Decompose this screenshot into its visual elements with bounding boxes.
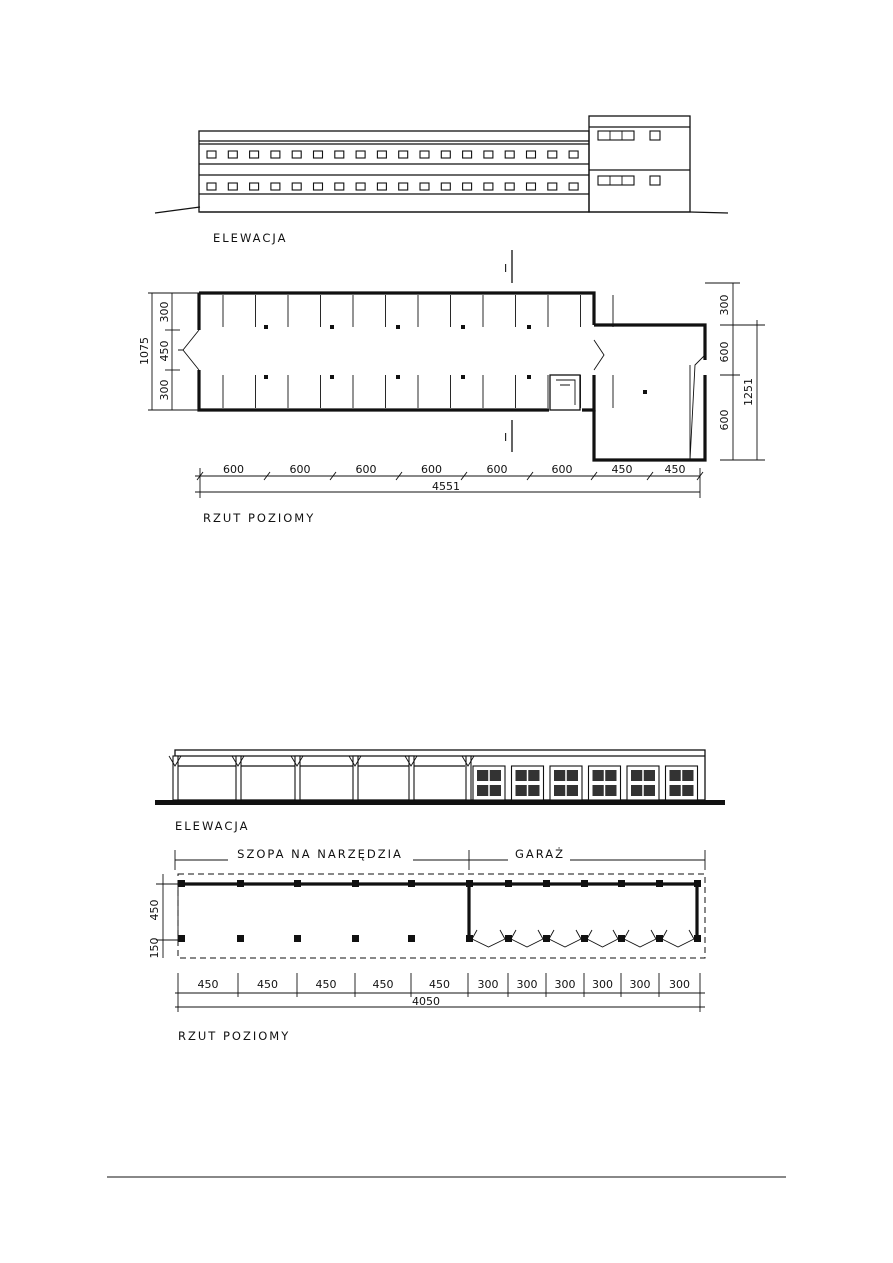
column — [505, 880, 512, 887]
dim-label: 450 — [664, 463, 686, 476]
door-leaf — [624, 930, 656, 939]
window — [250, 183, 259, 190]
window — [505, 151, 514, 158]
window — [569, 183, 578, 190]
zone-label-shed: SZOPA NA NARZĘDZIA — [237, 847, 403, 861]
main-wing-outline — [199, 131, 589, 212]
annex-column — [643, 390, 647, 394]
window — [399, 183, 408, 190]
column — [396, 375, 400, 379]
right-total: 1251 — [742, 378, 755, 406]
window — [314, 183, 323, 190]
plan-label-1: RZUT POZIOMY — [203, 511, 316, 525]
ground-band — [155, 800, 725, 805]
window — [335, 183, 344, 190]
dim-label: 450 — [257, 978, 278, 991]
window — [356, 151, 365, 158]
window — [441, 183, 450, 190]
dim-label: 450 — [315, 978, 337, 991]
total-length: 4551 — [432, 480, 460, 493]
window — [527, 183, 536, 190]
left-dim-1: 300 — [158, 301, 171, 323]
window — [569, 151, 578, 158]
dim-label: 300 — [592, 978, 613, 991]
dim-label: 600 — [486, 463, 508, 476]
column — [618, 880, 625, 887]
door-leaf — [549, 930, 581, 939]
column — [694, 935, 701, 942]
interior-partitions — [223, 295, 613, 408]
column — [461, 325, 465, 329]
dim-label: 600 — [223, 463, 244, 476]
left-dim-2: 450 — [158, 340, 171, 362]
window — [441, 151, 450, 158]
window — [228, 151, 237, 158]
left-dim-a: 450 — [148, 899, 161, 921]
column — [264, 325, 268, 329]
door-swing — [587, 939, 618, 947]
dim-label: 600 — [289, 463, 311, 476]
column — [178, 880, 185, 887]
window — [271, 183, 280, 190]
dim-label: 300 — [516, 978, 538, 991]
window — [505, 183, 514, 190]
bottom-dim-labels — [223, 463, 686, 476]
door-swing — [624, 939, 656, 947]
dim-label: 450 — [429, 978, 450, 991]
zone-label-garage: GARAŻ — [514, 847, 566, 861]
window — [228, 183, 237, 190]
column — [352, 935, 359, 942]
elevation-2 — [155, 750, 725, 805]
entrance-porch — [178, 330, 199, 370]
column — [237, 935, 244, 942]
window — [548, 151, 557, 158]
window — [463, 151, 472, 158]
floor-plan-2 — [148, 846, 705, 1012]
door-swing — [662, 939, 694, 947]
column — [408, 935, 415, 942]
window-row-upper — [207, 151, 578, 158]
door-swing — [472, 939, 505, 947]
window — [292, 151, 301, 158]
column — [178, 935, 185, 942]
column — [543, 880, 550, 887]
window — [271, 151, 280, 158]
column — [466, 880, 473, 887]
door-leaf — [511, 930, 543, 939]
plan-columns — [178, 880, 701, 942]
column — [461, 375, 465, 379]
window — [548, 183, 557, 190]
dim-label: 300 — [554, 978, 576, 991]
dim-label: 300 — [629, 978, 651, 991]
column — [264, 375, 268, 379]
dim-label: 600 — [355, 463, 377, 476]
elevation-label-2: ELEWACJA — [175, 819, 250, 833]
roof-outline — [178, 874, 705, 958]
right-dim-1: 300 — [718, 294, 731, 316]
plan-label-2: RZUT POZIOMY — [178, 1029, 291, 1043]
column — [527, 325, 531, 329]
window — [484, 183, 493, 190]
dim-label: 600 — [551, 463, 573, 476]
dim-label: 600 — [421, 463, 442, 476]
window — [399, 151, 408, 158]
section-mark-bottom: I — [504, 431, 508, 444]
tower-window — [598, 131, 634, 140]
window — [377, 151, 386, 158]
bottom-dim-labels-2 — [198, 978, 691, 991]
window-row-lower — [207, 183, 578, 190]
column — [294, 935, 301, 942]
door-leaf — [472, 930, 505, 939]
elevation-1 — [155, 116, 728, 213]
window — [463, 183, 472, 190]
dim-label: 300 — [669, 978, 690, 991]
column — [330, 375, 334, 379]
tower-block-outline — [589, 116, 690, 212]
column — [237, 880, 244, 887]
main-wing-walls — [199, 293, 594, 410]
shed-garage-outline — [175, 750, 705, 800]
left-dim-3: 300 — [158, 379, 171, 401]
door-swing — [511, 939, 543, 947]
dim-label: 450 — [197, 978, 219, 991]
column — [581, 880, 588, 887]
total-length-2: 4050 — [412, 995, 440, 1008]
dim-label: 300 — [477, 978, 499, 991]
window — [335, 151, 344, 158]
column — [694, 880, 701, 887]
window — [207, 151, 216, 158]
dim-label: 450 — [372, 978, 394, 991]
door-leaf — [662, 930, 694, 939]
window — [420, 183, 429, 190]
annex-walls — [594, 325, 705, 460]
door-swing — [549, 939, 581, 947]
window — [527, 151, 536, 158]
dim-label: 450 — [611, 463, 633, 476]
right-dim-3: 600 — [718, 409, 731, 431]
shed-posts — [169, 756, 474, 800]
column — [527, 375, 531, 379]
left-total: 1075 — [138, 337, 151, 365]
window — [207, 183, 216, 190]
left-dim-b: 150 — [148, 937, 161, 959]
column — [330, 325, 334, 329]
column — [294, 880, 301, 887]
elevation-label-1: ELEWACJA — [213, 231, 288, 245]
window — [250, 151, 259, 158]
section-mark-top: I — [504, 262, 508, 275]
column — [352, 880, 359, 887]
door-leaf — [587, 930, 618, 939]
right-dim-2: 600 — [718, 341, 731, 363]
window — [356, 183, 365, 190]
floor-plan-1 — [138, 250, 765, 498]
window — [292, 183, 301, 190]
column — [408, 880, 415, 887]
window — [420, 151, 429, 158]
window — [314, 151, 323, 158]
garage-doors — [473, 766, 698, 800]
tower-window — [598, 176, 634, 185]
column — [656, 880, 663, 887]
window — [377, 183, 386, 190]
window — [484, 151, 493, 158]
column — [396, 325, 400, 329]
